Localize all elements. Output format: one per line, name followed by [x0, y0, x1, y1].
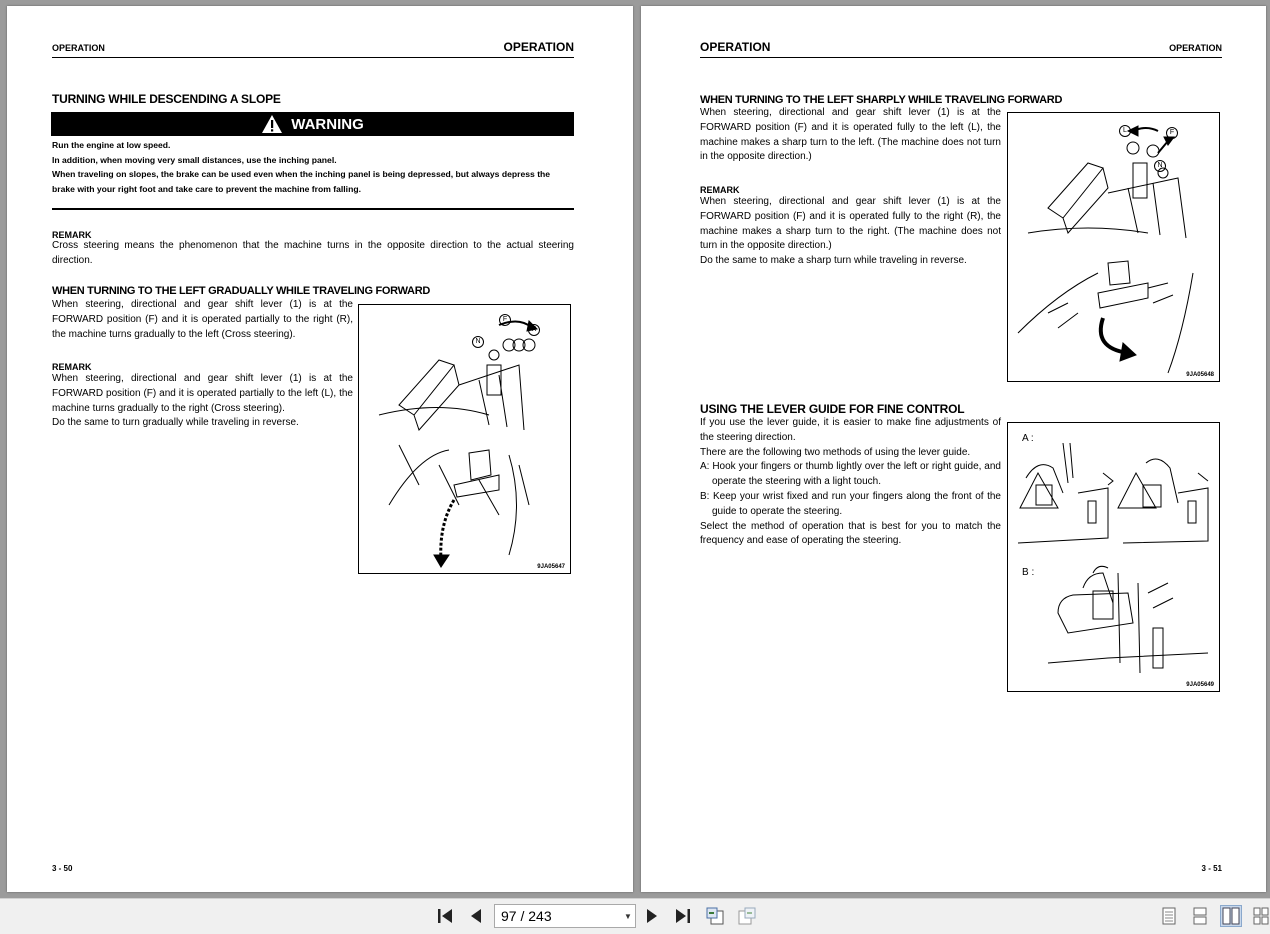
viewer-toolbar [0, 898, 1270, 934]
warning-triangle-icon [261, 114, 283, 134]
next-page-button[interactable] [641, 905, 663, 927]
chevron-down-icon[interactable]: ▼ [624, 911, 632, 921]
header-left: OPERATION [700, 40, 771, 54]
page-number-field[interactable] [494, 904, 636, 928]
continuous-facing-view-button[interactable] [1251, 905, 1270, 927]
single-page-icon [1162, 907, 1176, 925]
next-page-icon [645, 908, 659, 924]
header-left: OPERATION [52, 43, 105, 53]
last-page-button[interactable] [672, 905, 694, 927]
remark-extra: Do the same to turn gradually while traveling in reverse. [52, 417, 299, 429]
method-a: A: Hook your fingers or thumb lightly over the left or right guide, and operate the steering with a light touch. [700, 461, 1001, 488]
warning-end-rule [52, 208, 574, 210]
right-page [641, 6, 1266, 892]
next-view-icon [737, 907, 757, 925]
figure-letter-n: N [1154, 160, 1166, 172]
previous-view-button[interactable] [704, 905, 726, 927]
remark-label: REMARK [52, 362, 92, 372]
first-page-button[interactable] [434, 905, 456, 927]
page-number: 3 - 50 [52, 864, 73, 873]
section-outro: Select the method of operation that is best for you to match the frequency and ease of operating the steering. [700, 520, 1001, 547]
page-number: 3 - 51 [1201, 864, 1222, 873]
remark-text [52, 372, 353, 431]
figure-code: 9JA05649 [1186, 682, 1214, 688]
prev-page-icon [469, 908, 483, 924]
remark-text [700, 195, 1001, 269]
left-page [7, 6, 633, 892]
subsection-title: WHEN TURNING TO THE LEFT SHARPLY WHILE TRAVELING FORWARD [700, 94, 1063, 106]
warning-label: WARNING [291, 115, 364, 133]
lever-guide-illustration [1008, 423, 1219, 691]
figure-letter-f: F [499, 314, 511, 326]
remark-extra: Do the same to make a sharp turn while traveling in reverse. [700, 255, 967, 267]
next-view-button[interactable] [736, 905, 758, 927]
header-right: OPERATION [1169, 43, 1222, 53]
previous-page-button[interactable] [465, 905, 487, 927]
lever-guide-figure [1007, 422, 1220, 692]
warning-line: In addition, when moving very small distances, use the inching panel. [52, 154, 337, 165]
facing-icon [1222, 907, 1240, 925]
single-page-view-button[interactable] [1158, 905, 1180, 927]
previous-view-icon [705, 907, 725, 925]
remark-text: Cross steering means the phenomenon that the machine turns in the opposite direction to the actual steering direction. [52, 240, 574, 266]
header-rule [700, 57, 1222, 58]
figure-letter-f: F [1166, 127, 1178, 139]
warning-banner [51, 112, 574, 136]
facing-view-button[interactable] [1220, 905, 1242, 927]
sharp-turn-illustration [1008, 113, 1219, 381]
first-page-icon [436, 908, 454, 924]
section-intro: If you use the lever guide, it is easier to make fine adjustments of the steering direction. [700, 417, 1001, 443]
figure-letter-n: N [472, 336, 484, 348]
figure-letter-r: R [528, 324, 540, 336]
continuous-view-button[interactable] [1189, 905, 1211, 927]
continuous-facing-icon [1253, 907, 1269, 925]
figure-label-b: B : [1022, 567, 1035, 578]
subsection-title: WHEN TURNING TO THE LEFT GRADUALLY WHILE TRAVELING FORWARD [52, 285, 430, 297]
warning-line: When traveling on slopes, the brake can be used even when the inching panel is being depressed, but always depress the brake with your right foot and take care to prevent the machine from falling. [52, 169, 551, 194]
sharp-turn-figure [1007, 112, 1220, 382]
figure-label-a: A : [1022, 433, 1034, 444]
section-methods-intro: There are the following two methods of using the lever guide. [700, 446, 971, 458]
method-b: B: Keep your wrist fixed and run your fingers along the front of the guide to operate the steering. [700, 490, 1001, 517]
lever-figure [358, 304, 571, 574]
lever-illustration [359, 305, 570, 573]
header-rule [52, 57, 574, 58]
continuous-icon [1193, 907, 1207, 925]
warning-body [52, 138, 574, 196]
figure-code: 9JA05647 [537, 564, 565, 570]
section-title: TURNING WHILE DESCENDING A SLOPE [52, 92, 281, 106]
remark-label: REMARK [700, 185, 740, 195]
header-right: OPERATION [503, 40, 574, 54]
section-title: USING THE LEVER GUIDE FOR FINE CONTROL [700, 402, 965, 416]
last-page-icon [674, 908, 692, 924]
remark-label: REMARK [52, 230, 92, 240]
figure-letter-l: L [1119, 125, 1131, 137]
subsection-text: When steering, directional and gear shift lever (1) is at the FORWARD position (F) and it is operated fully to the left (L), the machine makes a sharp turn to the left. (The machine does not turn in the opposite direction.) [700, 107, 1001, 163]
warning-line: Run the engine at low speed. [52, 140, 171, 150]
figure-code: 9JA05648 [1186, 372, 1214, 378]
subsection-text: When steering, directional and gear shift lever (1) is at the FORWARD position (F) and it is operated partially to the right (R), the machine turns gradually to the left (Cross steering). [52, 299, 353, 340]
section-body [700, 416, 1001, 549]
remark-paragraph: When steering, directional and gear shift lever (1) is at the FORWARD position (F) and it is operated partially to the left (L), the machine turns gradually to the right (Cross steering). [52, 373, 353, 414]
remark-paragraph: When steering, directional and gear shift lever (1) is at the FORWARD position (F) and it is operated fully to the right (R), the machine makes a sharp turn to the right. (The machine does not turn in the opposite direction.) [700, 196, 1001, 252]
page-indicator: 97 / 243 [501, 908, 552, 924]
